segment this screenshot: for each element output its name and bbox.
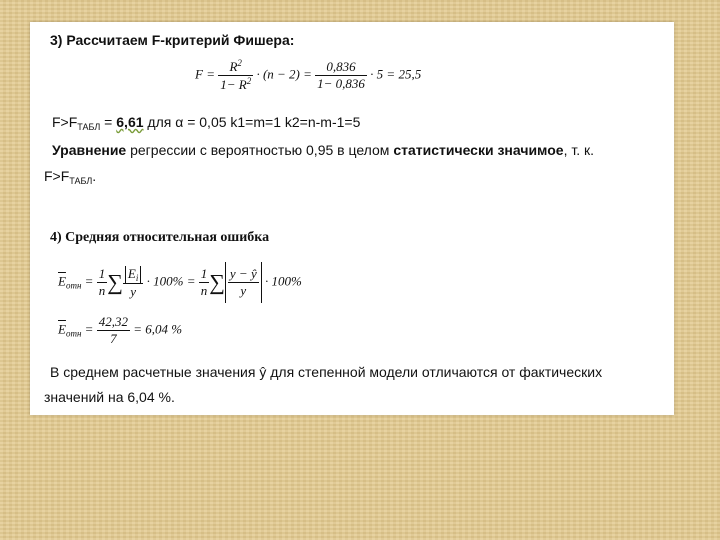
frac1-num: R — [229, 59, 238, 74]
f-greater-prefix: F>F — [44, 168, 70, 184]
f-table-value: 6,61 — [116, 114, 144, 130]
formula-result: · 5 = 25,5 — [370, 66, 422, 82]
frac1-den-exp: 2 — [246, 76, 252, 86]
pct1: · 100% = — [146, 273, 196, 289]
fraction-1-n-b — [199, 266, 210, 299]
conclusion-line-2: значений на 6,04 %. — [44, 389, 175, 405]
f-greater-sub: ТАБЛ — [69, 176, 93, 186]
error-lhs-sub: отн — [65, 280, 82, 291]
significance-text: регрессии с вероятностью 0,95 в целом — [126, 142, 394, 158]
error-formula — [58, 262, 302, 303]
f-greater-tail: . — [92, 168, 97, 184]
f2-den: y — [123, 283, 143, 300]
formula-mult: · (n − 2) = — [256, 66, 312, 82]
section4-heading: 4) Средняя относительная ошибка — [50, 230, 270, 245]
fraction-result — [97, 314, 130, 347]
significance-bold2: статистически значимое — [393, 142, 564, 158]
error-result-formula — [58, 314, 182, 347]
fraction-values — [315, 59, 367, 92]
result-den: 7 — [97, 330, 130, 347]
conclusion-line-1: В среднем расчетные значения ŷ для степенной модели отличаются от фактических — [50, 364, 603, 380]
f2-num-var: E — [127, 265, 136, 281]
f4-den: y — [228, 282, 259, 299]
f-table-params: для α = 0,05 k1=m=1 k2=n-m-1=5 — [143, 114, 361, 130]
result-value: = 6,04 % — [133, 321, 183, 337]
f2-num-sub: i — [135, 272, 139, 283]
fraction-ei-y — [123, 266, 143, 300]
fraction-r2 — [218, 58, 253, 93]
frac2-den: 1− 0,836 — [317, 76, 365, 91]
f-criterion-formula — [195, 58, 421, 93]
formula-lhs: F = — [195, 66, 215, 82]
error-eq: = — [84, 273, 94, 289]
sigma-symbol-b: ∑ — [209, 269, 225, 295]
f-greater-line — [44, 168, 96, 186]
fraction-1-n-a — [97, 266, 108, 299]
result-lhs-var: $\overline{E}$ — [58, 321, 66, 337]
f-table-line — [52, 114, 360, 132]
f1-num: 1 — [98, 266, 106, 281]
pct2: · 100% — [264, 273, 302, 289]
significance-bold1: Уравнение — [52, 142, 127, 158]
frac2-num: 0,836 — [326, 59, 356, 74]
f3-den: n — [200, 283, 208, 298]
f4-num: y − ŷ — [229, 266, 257, 281]
f-table-prefix: F>F — [52, 114, 78, 130]
significance-tail: , т. к. — [563, 142, 595, 158]
f1-den: n — [98, 283, 106, 298]
result-lhs-sub: отн — [65, 328, 82, 339]
slide — [30, 22, 674, 415]
section3-heading: 3) Рассчитаем F-критерий Фишера: — [50, 32, 295, 48]
sigma-symbol-a: ∑ — [107, 269, 123, 295]
result-eq: = — [84, 321, 94, 337]
f-table-eq: = — [100, 114, 117, 130]
f-table-sub: ТАБЛ — [77, 122, 101, 132]
error-lhs-var: $\overline{E}$ — [58, 273, 66, 289]
result-num: 42,32 — [98, 314, 128, 329]
frac1-den: 1− R — [220, 77, 247, 92]
frac1-num-exp: 2 — [237, 58, 242, 68]
significance-line — [52, 142, 594, 158]
fraction-y-diff — [228, 266, 259, 299]
f3-num: 1 — [200, 266, 208, 281]
